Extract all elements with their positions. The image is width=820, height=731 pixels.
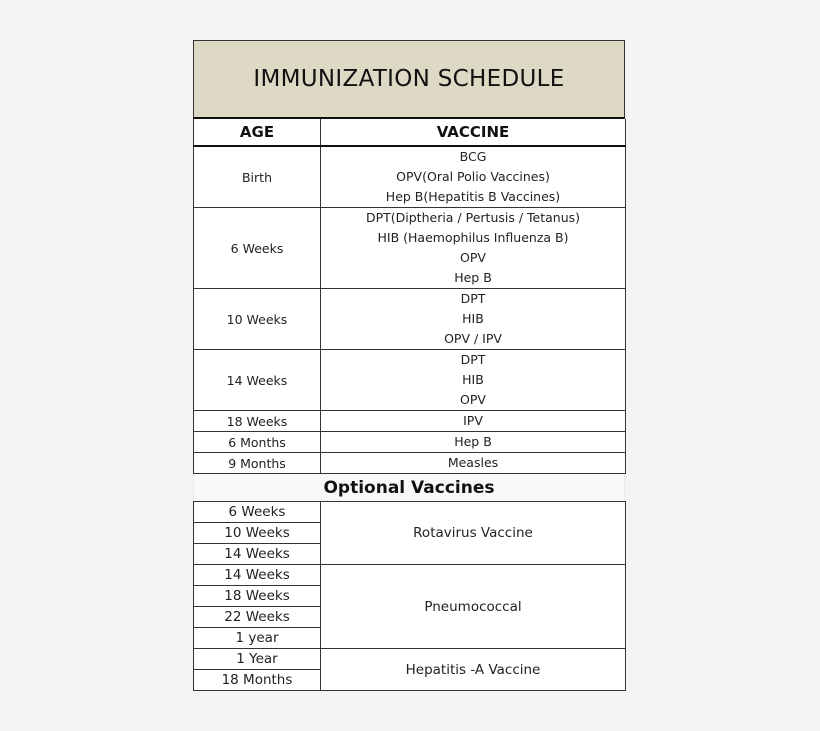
vaccine-header: VACCINE [321, 119, 626, 146]
vaccine-name: OPV [460, 250, 486, 265]
vaccine-name: IPV [463, 413, 483, 428]
schedule-row [194, 208, 626, 289]
optional-vaccines-title: Optional Vaccines [193, 474, 625, 501]
age-cell: 18 Weeks [194, 411, 321, 432]
optional-age-cell: 18 Weeks [194, 586, 321, 607]
schedule-row [194, 453, 626, 474]
vaccine-name: DPT [460, 291, 486, 306]
vaccine-cell [321, 208, 626, 289]
vaccine-cell [321, 432, 626, 453]
vaccine-cell [321, 146, 626, 208]
vaccine-cell [321, 289, 626, 350]
age-header: AGE [194, 119, 321, 146]
vaccine-cell [321, 411, 626, 432]
schedule-table [193, 119, 626, 474]
age-cell: 6 Weeks [194, 208, 321, 289]
vaccine-name: Hep B(Hepatitis B Vaccines) [385, 189, 561, 204]
vaccine-name: Measles [447, 455, 499, 470]
optional-age-cell: 1 Year [194, 649, 321, 670]
vaccine-name: DPT [460, 352, 486, 367]
schedule-body [194, 146, 626, 474]
vaccine-name: BCG [459, 149, 487, 164]
schedule-title: IMMUNIZATION SCHEDULE [193, 40, 625, 119]
schedule-row [194, 289, 626, 350]
vaccine-name: OPV [460, 392, 486, 407]
age-cell: 9 Months [194, 453, 321, 474]
vaccine-name: Hep B [454, 434, 492, 449]
age-cell: 10 Weeks [194, 289, 321, 350]
age-cell: 6 Months [194, 432, 321, 453]
vaccine-name: OPV / IPV [444, 331, 502, 346]
optional-age-cell: 1 year [194, 628, 321, 649]
optional-age-cell: 10 Weeks [194, 523, 321, 544]
age-cell: 14 Weeks [194, 350, 321, 411]
header-row [194, 119, 626, 146]
schedule-row [194, 411, 626, 432]
optional-row [194, 649, 626, 670]
optional-row [194, 502, 626, 523]
optional-row [194, 565, 626, 586]
schedule-row [194, 146, 626, 208]
vaccine-cell [321, 350, 626, 411]
vaccine-name: HIB [462, 311, 484, 326]
optional-table [193, 501, 626, 691]
optional-vaccine-cell: Hepatitis -A Vaccine [321, 649, 626, 691]
optional-age-cell: 6 Weeks [194, 502, 321, 523]
optional-body [194, 502, 626, 691]
optional-vaccine-cell: Pneumococcal [321, 565, 626, 649]
immunization-sheet [193, 40, 625, 691]
schedule-row [194, 350, 626, 411]
optional-age-cell: 18 Months [194, 670, 321, 691]
vaccine-name: HIB (Haemophilus Influenza B) [377, 230, 569, 245]
vaccine-cell [321, 453, 626, 474]
optional-age-cell: 14 Weeks [194, 565, 321, 586]
vaccine-name: Hep B [454, 270, 492, 285]
schedule-row [194, 432, 626, 453]
age-cell: Birth [194, 146, 321, 208]
optional-age-cell: 22 Weeks [194, 607, 321, 628]
vaccine-name: HIB [462, 372, 484, 387]
vaccine-name: DPT(Diptheria / Pertusis / Tetanus) [365, 210, 581, 225]
optional-age-cell: 14 Weeks [194, 544, 321, 565]
vaccine-name: OPV(Oral Polio Vaccines) [396, 169, 550, 184]
optional-vaccine-cell: Rotavirus Vaccine [321, 502, 626, 565]
